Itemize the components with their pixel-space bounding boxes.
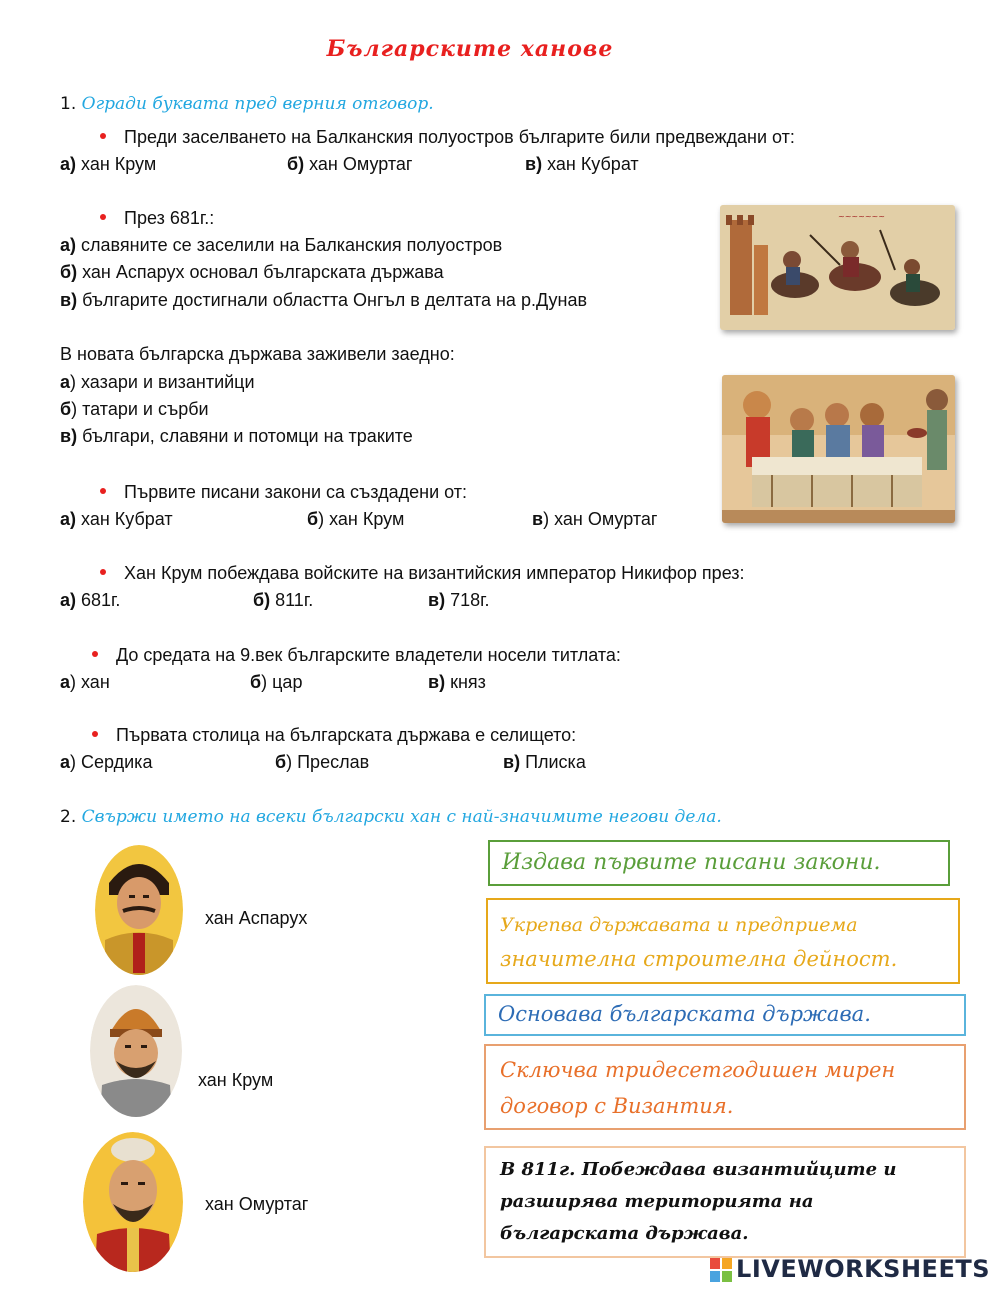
deed-text: договор с Византия.: [500, 1094, 734, 1118]
svg-text:~~~~~~~: ~~~~~~~: [838, 212, 885, 221]
khan-label-krum: хан Крум: [198, 1070, 274, 1090]
answer-option[interactable]: [60, 426, 413, 447]
bullet-icon: [100, 569, 106, 575]
answer-option[interactable]: [60, 590, 120, 611]
answer-option[interactable]: [253, 590, 313, 611]
option-letter: б): [60, 262, 78, 282]
option-text: ) цар: [261, 672, 303, 692]
option-letter: а): [60, 235, 77, 255]
option-text: славяните се заселили на Балканския полуостров: [76, 235, 503, 255]
option-text: хан Кубрат: [76, 509, 173, 529]
option-letter: в): [525, 154, 543, 174]
task-number: 1.: [60, 94, 77, 114]
option-letter: а: [60, 752, 71, 772]
answer-option[interactable]: [60, 290, 587, 311]
option-letter: б: [250, 672, 262, 692]
question-text: Първите писани закони са създадени от:: [124, 482, 468, 502]
bullet-icon: [100, 214, 106, 220]
option-text: българи, славяни и потомци на траките: [77, 426, 413, 446]
khan-label-asparuh: хан Аспарух: [205, 908, 308, 928]
portrait-omurtag: [83, 1132, 183, 1272]
option-text: ) хан Омуртаг: [543, 509, 658, 529]
option-text: хан Омуртаг: [304, 154, 413, 174]
option-letter: в): [503, 752, 521, 772]
option-letter: в): [428, 672, 446, 692]
deed-text: Сключва тридесетгодишен мирен: [500, 1058, 896, 1082]
task-1-heading: [60, 94, 434, 114]
option-text: ) татари и сърби: [71, 399, 209, 419]
option-text: ) хазари и византийци: [70, 372, 255, 392]
question-text: В новата българска държава заживели заедно:: [60, 344, 455, 364]
bullet-icon: [92, 651, 98, 657]
answer-option[interactable]: [60, 154, 156, 175]
answer-option[interactable]: [250, 672, 302, 693]
option-letter: в): [60, 290, 78, 310]
deed-box-4[interactable]: [484, 1044, 966, 1130]
option-text: хан Крум: [76, 154, 157, 174]
deed-text: разширява територията на: [500, 1191, 814, 1212]
option-letter: б): [287, 154, 305, 174]
option-text: 811г.: [270, 590, 314, 610]
deed-box-5[interactable]: [484, 1146, 966, 1258]
question-7: [92, 725, 576, 746]
liveworksheets-logo: [710, 1255, 990, 1283]
option-text: българите достигнали областта Онгъл в делтата на р.Дунав: [77, 290, 588, 310]
option-letter: б): [253, 590, 271, 610]
option-letter: б: [60, 399, 72, 419]
option-text: ) хан Крум: [318, 509, 405, 529]
deed-box-1[interactable]: [488, 840, 950, 886]
question-6: [92, 645, 621, 666]
option-letter: в: [532, 509, 544, 529]
answer-option[interactable]: [503, 752, 586, 773]
answer-option[interactable]: [60, 262, 444, 283]
question-text: През 681г.:: [124, 208, 215, 228]
portrait-krum: [90, 985, 182, 1117]
option-text: 718г.: [445, 590, 490, 610]
answer-option[interactable]: [60, 372, 255, 393]
task-number: 2.: [60, 807, 77, 827]
answer-option[interactable]: [60, 399, 209, 420]
option-letter: а): [60, 590, 77, 610]
portrait-asparuh: [95, 845, 183, 975]
answer-option[interactable]: [428, 672, 486, 693]
bullet-icon: [92, 731, 98, 737]
question-1: [100, 127, 795, 148]
answer-option[interactable]: [525, 154, 639, 175]
option-text: княз: [445, 672, 486, 692]
deed-text: значителна строителна дейност.: [500, 947, 898, 971]
feast-illustration: [722, 375, 955, 523]
option-letter: б: [275, 752, 287, 772]
bullet-icon: [100, 133, 106, 139]
logo-text: LIVEWORKSHEETS: [736, 1255, 990, 1283]
option-text: ) Сердика: [70, 752, 153, 772]
answer-option[interactable]: [60, 509, 173, 530]
khan-label-omurtag: хан Омуртаг: [205, 1194, 309, 1214]
page-title: Българските ханове: [326, 36, 614, 62]
question-text: Първата столица на българската държава е селището:: [116, 725, 577, 745]
liveworksheets-icon: [710, 1258, 732, 1282]
deed-text: българската държава.: [500, 1223, 749, 1244]
question-5: [100, 563, 745, 584]
answer-option[interactable]: [60, 235, 502, 256]
option-letter: в): [428, 590, 446, 610]
option-letter: а): [60, 509, 77, 529]
question-text: До средата на 9.век българските владетели носели титлата:: [116, 645, 621, 665]
question-text: Хан Крум побеждава войските на византийския император Никифор през:: [124, 563, 745, 583]
answer-option[interactable]: [532, 509, 657, 530]
option-text: Плиска: [520, 752, 586, 772]
option-letter: в): [60, 426, 78, 446]
option-text: хан Кубрат: [542, 154, 639, 174]
deed-text: Укрепва държавата и предприема: [500, 914, 858, 936]
option-letter: б: [307, 509, 319, 529]
bullet-icon: [100, 488, 106, 494]
answer-option[interactable]: [60, 752, 152, 773]
deed-box-3[interactable]: [484, 994, 966, 1036]
task-instruction: Свържи името на всеки български хан с най-значимите негови дела.: [81, 807, 722, 827]
question-3: [60, 344, 455, 365]
deed-text: Основава българската държава.: [498, 1002, 871, 1026]
task-2-heading: [60, 807, 722, 827]
deed-text: В 811г. Побеждава византийците и: [500, 1159, 897, 1180]
option-letter: а: [60, 372, 71, 392]
option-letter: а: [60, 672, 71, 692]
option-text: хан Аспарух основал българската държава: [77, 262, 444, 282]
answer-option[interactable]: [60, 672, 110, 693]
option-letter: а): [60, 154, 77, 174]
deed-text: Издава първите писани закони.: [502, 850, 881, 875]
option-text: ) Преслав: [286, 752, 370, 772]
deed-box-2[interactable]: [486, 898, 960, 984]
option-text: ) хан: [70, 672, 110, 692]
question-2: [100, 208, 214, 229]
answer-option[interactable]: [428, 590, 489, 611]
option-text: 681г.: [76, 590, 121, 610]
task-instruction: Огради буквата пред верния отговор.: [81, 94, 434, 114]
horsemen-illustration: [720, 205, 955, 330]
answer-option[interactable]: [287, 154, 413, 175]
question-text: Преди заселването на Балканския полуостров българите били предвеждани от:: [124, 127, 795, 147]
answer-option[interactable]: [307, 509, 404, 530]
answer-option[interactable]: [275, 752, 369, 773]
question-4: [100, 482, 467, 503]
